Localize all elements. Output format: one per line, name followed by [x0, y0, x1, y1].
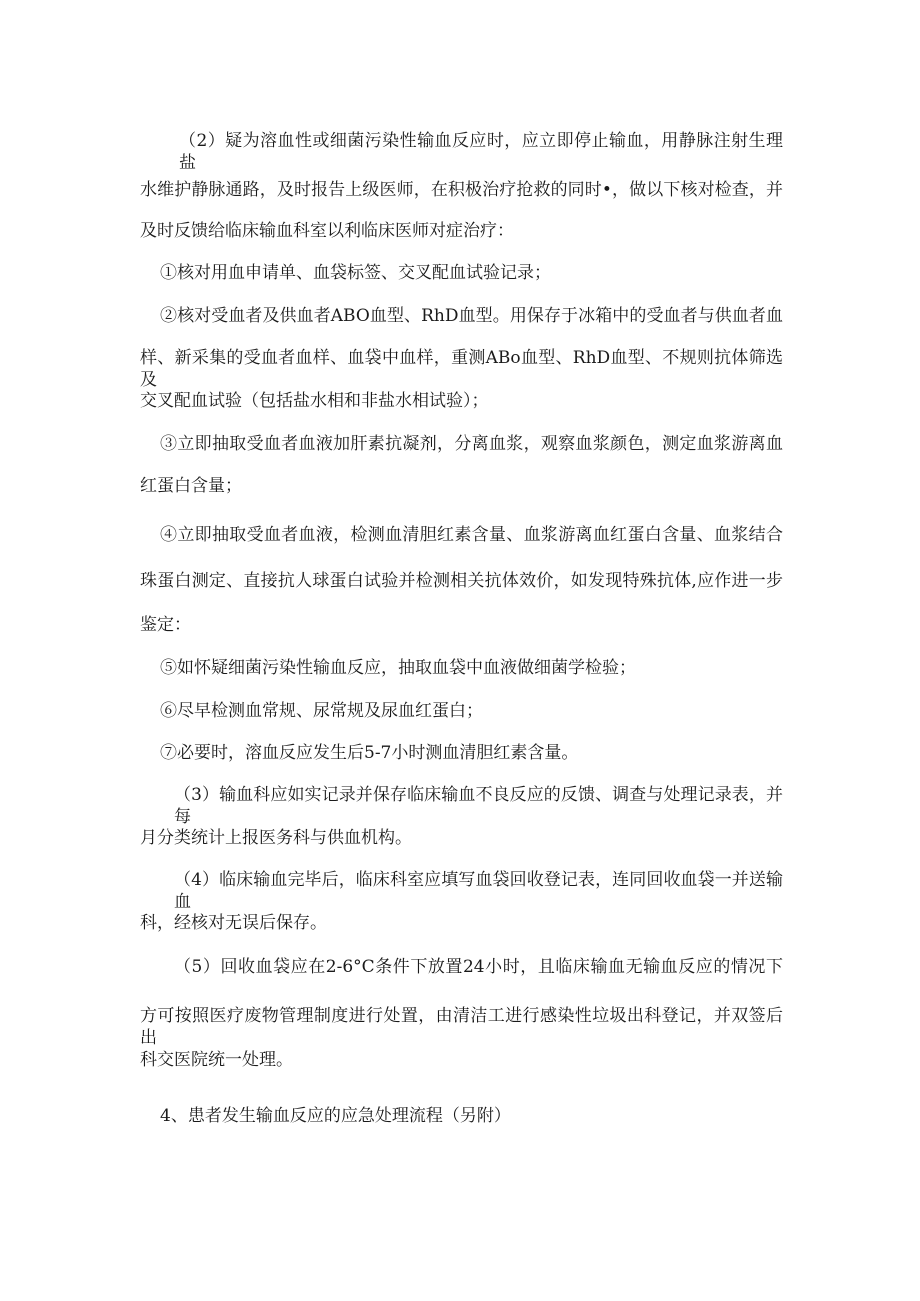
item-4-line-1: ④立即抽取受血者血液，检测血清胆红素含量、血浆游离血红蛋白含量、血浆结合	[160, 525, 783, 545]
item-7: ⑦必要时，溶血反应发生后5-7小时测血清胆红素含量。	[160, 743, 579, 763]
para-4-line-2: 科，经核对无误后保存。	[140, 913, 327, 933]
para-5-line-1: （5）回收血袋应在2-6°C条件下放置24小时，且临床输血无输血反应的情况下	[174, 957, 783, 977]
item-2-line-1: ②核对受血者及供血者ABO血型、RhD血型。用保存于冰箱中的受血者与供血者血	[160, 306, 783, 326]
item-5: ⑤如怀疑细菌污染性输血反应，抽取血袋中血液做细菌学检验；	[160, 658, 636, 678]
item-2-line-2: 样、新采集的受血者血样、血袋中血样，重测ABo血型、RhD血型、不规则抗体筛选及	[140, 348, 783, 390]
para-3-line-2: 月分类统计上报医务科与供血机构。	[140, 828, 412, 848]
item-6: ⑥尽早检测血常规、尿常规及尿血红蛋白；	[160, 701, 483, 721]
para-2-line-1: （2）疑为溶血性或细菌污染性输血反应时，应立即停止输血，用静脉注射生理盐	[179, 131, 783, 173]
para-2-line-2: 水维护静脉通路，及时报告上级医师，在积极治疗抢救的同时•，做以下核对检查，并	[140, 180, 783, 200]
item-3-line-1: ③立即抽取受血者血液加肝素抗凝剂，分离血浆，观察血浆颜色，测定血浆游离血	[160, 434, 783, 454]
item-3-line-2: 红蛋白含量；	[140, 476, 242, 496]
item-4-line-2: 珠蛋白测定、直接抗人球蛋白试验并检测相关抗体效价，如发现特殊抗体,应作进一步	[140, 571, 783, 591]
item-1: ①核对用血申请单、血袋标签、交叉配血试验记录；	[160, 263, 551, 283]
para-2-line-3: 及时反馈给临床输血科室以利临床医师对症治疗：	[140, 221, 514, 241]
item-4-line-3: 鉴定：	[140, 615, 191, 635]
para-4-line-1: （4）临床输血完毕后，临床科室应填写血袋回收登记表，连同回收血袋一并送输血	[174, 870, 783, 912]
item-2-line-3: 交叉配血试验（包括盐水相和非盐水相试验）；	[140, 391, 489, 411]
para-5-line-2: 方可按照医疗废物管理制度进行处置，由清洁工进行感染性垃圾出科登记，并双签后出	[140, 1006, 783, 1048]
section-4-heading: 4、患者发生输血反应的应急处理流程（另附）	[160, 1106, 511, 1126]
para-5-line-3: 科交医院统一处理。	[140, 1050, 293, 1070]
para-3-line-1: （3）输血科应如实记录并保存临床输血不良反应的反馈、调查与处理记录表，并每	[174, 785, 783, 827]
